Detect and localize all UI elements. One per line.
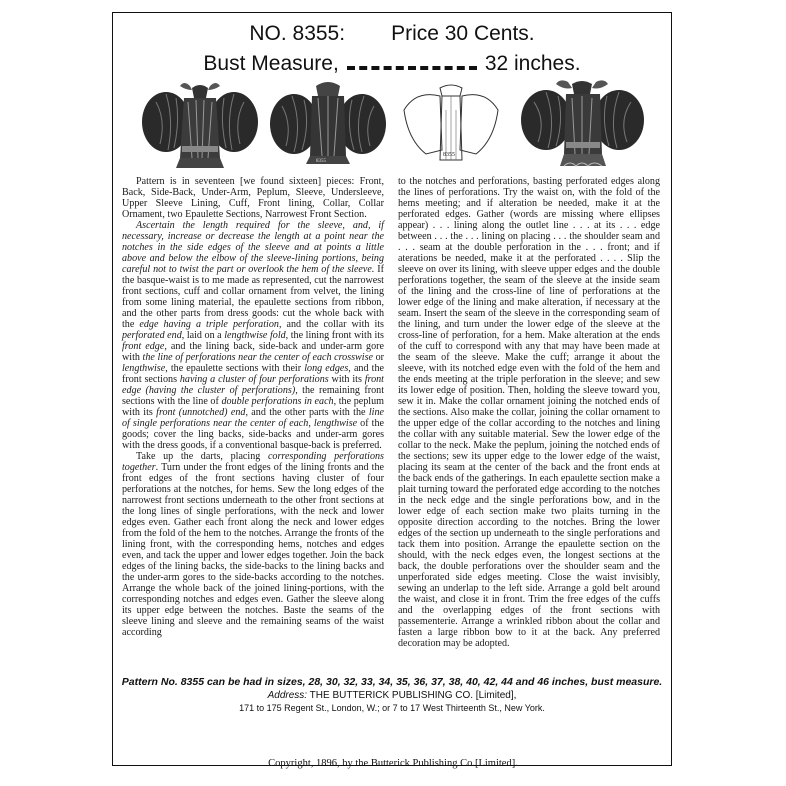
footer [112, 676, 672, 713]
bust-measure-value: 32 inches. [484, 52, 581, 75]
address-streets: 171 to 175 Regent St., London, W.; or 7 to 17 West Thirteenth St., New York. [239, 703, 545, 713]
instruction-text: of the goods; cover the ling backs, side-backs and under-arm gores with the dress goods, if a conventional basque-back is preferred. [122, 418, 384, 451]
instruction-text: Take up the darts, placing [136, 451, 268, 462]
instruction-text: , laid on a [181, 330, 225, 341]
instructions-left-column [122, 176, 384, 638]
pattern-number: NO. 8355: [249, 22, 346, 45]
instructions-right-column [398, 176, 660, 649]
instruction-emphasis: front edge (having the cluster of perforations) [122, 374, 384, 396]
instruction-paragraph [122, 220, 384, 451]
bust-measure-label: Bust Measure, [203, 52, 339, 75]
instruction-emphasis: perforated end [122, 330, 182, 341]
instruction-emphasis: lengthwise [122, 363, 166, 374]
instruction-text: If the basque-waist is to me made as represented, cut the narrowest front sections, cuff and collar ornament from velvet, the lining from some lining material, the epaulette sections from ribbon, and the other parts from dress goods: cut the whole back with the [122, 264, 384, 330]
instruction-text: , the remaining front sections with the line of [122, 385, 385, 407]
instruction-emphasis: having a cluster of four perforations [179, 374, 329, 385]
instruction-text: with its [328, 374, 365, 385]
instruction-emphasis: line of single perforations near the center of each, lengthwise [122, 407, 384, 429]
instruction-paragraph [122, 451, 384, 638]
instruction-emphasis: long edges [304, 363, 349, 374]
illustrations-row [140, 80, 645, 172]
instruction-text: , the lining front with its [285, 330, 384, 341]
address-label: Address: [267, 690, 308, 701]
illustration-number-1: 8355 [316, 159, 326, 164]
instruction-text: or [373, 352, 385, 363]
instructions-body [122, 176, 660, 662]
instruction-text: Pattern is in seventeen [we found sixteen] pieces: Front, Back, Side-Back, Under-Arm, Peplum, Sleeve, Undersleeve, Upper Sleeve Lining, Cuff, Front lining, Collar, Collar Ornament, two Epaulette Sections, Narrowest Front Section. [122, 176, 384, 220]
header-line-1 [112, 22, 672, 46]
instruction-text: , and the front sections [122, 363, 384, 385]
instruction-emphasis: lengthwise fold [224, 330, 286, 341]
address-name: THE BUTTERICK PUBLISHING CO. [Limited], [309, 690, 517, 701]
copyright-line: Copyright, 1896, by the Butterick Publishing Co.[Limited]. [268, 758, 518, 769]
illustration-lining-outline [396, 80, 506, 170]
bust-measure-blank [347, 55, 477, 73]
instruction-emphasis: edge having a triple perforation [139, 319, 279, 330]
illustration-waist-front-right [520, 80, 645, 170]
instruction-paragraph [398, 176, 660, 649]
instruction-emphasis: corresponding perforations together [122, 451, 384, 473]
instruction-text: to the notches and perforations, basting perforated edges along the lines of perforations. Try the waist on, with the fold of the hems meeting; and if alteration be needed, make it at the perforated edges. Gather (words are missing where ellipses appear) . . . lining along the outlet line . . . at its . . . edge between . . . the . . . lining on placing . . . the shoulder seam and . . . seam at the double perforation in the . . . front; and if aterations be needed, make it at the perforated . . . . Slip the sleeve on over its lining, with sleeve upper edges and the double perforations together, the seam of the sleeve at the inside seam of the lining and the cross-line of line of perforations at the lower edge of the lining and make alteration, if necessary at the seam. Insert the seam of the sleeve in the corresponding seam of the lining, and turn under the lower edge of the sleeve at the cross-line of perforation, for a hem. Make alteration at the ends of the cuff to correspond with any that may have been made at the seam of the sleeve. Make the cuff; arrange it about the sleeve, with its notched edge even with the fold of the hem and the ends meeting at the triple perforation in the sleeve; and sew its lower edge of position. Then, holding the sleeve toward you, sew it in. Make the collar ornament joining the notched ends of the sections. Also make the collar, joining the collar ornament to the upper edge of the collar according to the notches and lining the collar with any suitable material. Sew the lower edge of the collar to the neck. Make the peplum, joining the notched ends of the sections; sew its upper edge to the lower edge of the waist, placing its seam at the center of the back and the front ends at the back ends of the gatherings. In each epaulette section make a plait turning toward the perforated edge according to the notches in the neck edge and the single perforations bow, and in the lower edge of each section make two plaits turning in the opposite direction according to the notches. Bring the lower edges of the section up underneath to the single perforations and tack them into position. Arrange the epaulette section on the should, with the neck edges even, the longest sections at the back, the double perforations over the shoulder seam and the unperforated side edges meeting. Close the waist invisibly, sewing an underlap to the left side. Arrange a gold belt around the waist, and close it in front. Trim the free edges of the cuffs and the overlapping edges of the front sections with passementerie. Arrange a wrinkled ribbon about the collar and fasten a large ribbon bow to it at the back. Any preferred decoration may be adopted. [398, 176, 660, 649]
header-line-2 [112, 52, 672, 76]
illustration-waist-front-left [140, 80, 260, 170]
instruction-text: , and the lining back, side-back and under-arm gore with [122, 341, 384, 363]
pattern-price: Price 30 Cents. [391, 22, 535, 45]
instruction-emphasis: the line of perforations near the center of each crosswise [142, 352, 373, 363]
instruction-emphasis: Ascertain the length required for the sleeve, and, if necessary, increase or decrease the length at a point near the notches in the side edges of the sleeve and at points a little above and below the elbow of the sleeve-lining portions, being careful not to twist the part or overlook the hem of the sleeve. [122, 220, 384, 275]
instruction-text: , and the collar with its [278, 319, 384, 330]
instruction-text: , the epaulette sections with their [165, 363, 305, 374]
sizes-line: Pattern No. 8355 can be had in sizes, 28, 30, 32, 33, 34, 35, 36, 37, 38, 40, 42, 44 and 46 inches, bust measure. [121, 676, 663, 688]
instruction-emphasis: front (unnotched) end [156, 407, 246, 418]
instruction-emphasis: double perforations in each [221, 396, 334, 407]
instruction-emphasis: front edge [122, 341, 165, 352]
illustration-number-2: 8355 [443, 152, 455, 158]
instruction-text: . Turn under the front edges of the lining fronts and the front edges of the front sections having cluster of four perforations at the notches, for hems. Sew the long edges of the narrowest front sections underneath to the other front sections at the long lines of single perforations, with the neck and lower edges even. Gather each front along the neck and lower edges from the fold of the hem to the notches. Arrange the fronts of the lining front, with the corresponding hems, notches and edges even, and tack the upper and lower edges together. Join the back edges of the lining backs, the side-backs to the lining backs and the under-arm gores to the side-backs according to the notches. Arrange the whole back of the joined lining-portions, with the corresponding notches and edges even. Gather the sleeve along its upper edge between the notches. Baste the seams of the sleeve lining and sleeve and the remaining seams of the waist according [122, 462, 384, 638]
address-line [112, 690, 672, 701]
instruction-text: , and the other parts with the [245, 407, 369, 418]
instruction-paragraph [122, 176, 384, 220]
instruction-text: , the peplum with its [122, 396, 384, 418]
illustration-waist-back [268, 80, 388, 170]
pattern-sheet [112, 12, 672, 780]
